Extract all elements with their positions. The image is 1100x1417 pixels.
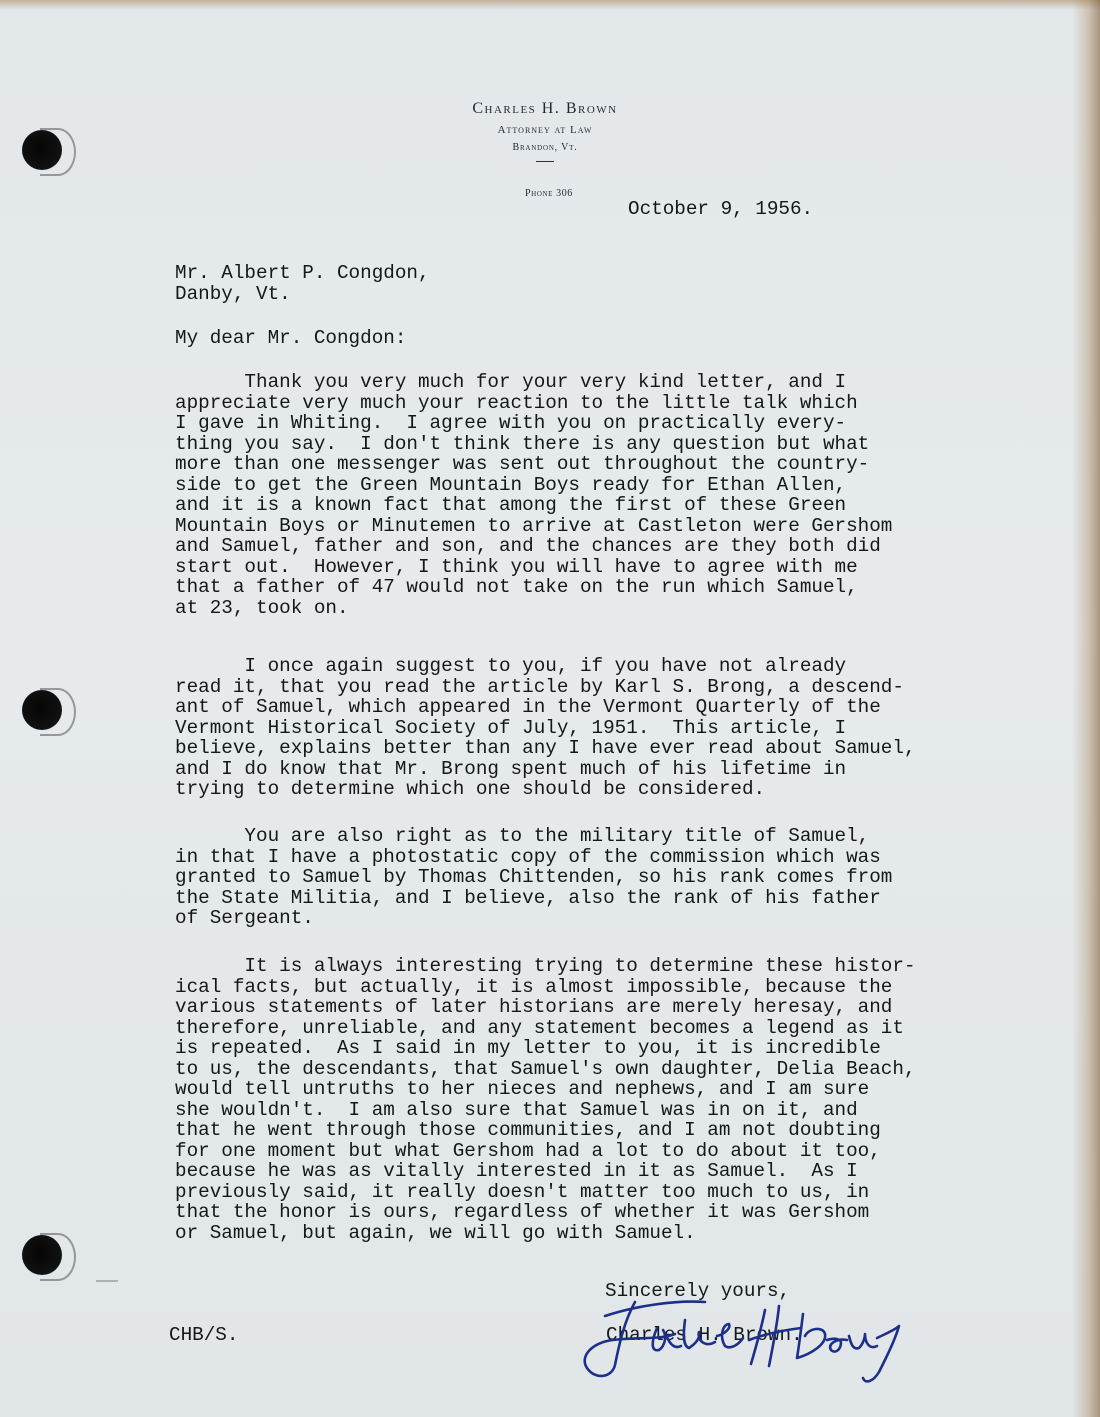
letter-date: October 9, 1956. bbox=[628, 198, 814, 220]
margin-mark bbox=[96, 1280, 118, 1282]
letterhead-town: Brandon, Vt. bbox=[512, 142, 578, 153]
recipient-address bbox=[175, 263, 430, 304]
letterhead-phone: Phone 306 bbox=[525, 188, 573, 199]
punch-hole-top-rim bbox=[40, 128, 76, 176]
paragraph-2: I once again suggest to you, if you have not already read it, that you read the article by Karl S. Brong, a descend- ant of Samuel, which appeared in the Vermont Quarterly of the Vermont Historical Society of July, 1951. This article, I believe, explains better than any I have ever read about Samuel, and I do know that Mr. Brong spent much of his lifetime in trying to determine which one should be considered. bbox=[175, 655, 916, 800]
letterhead-rule bbox=[536, 161, 554, 162]
recipient-location: Danby, Vt. bbox=[175, 282, 291, 305]
salutation: My dear Mr. Congdon: bbox=[175, 327, 407, 349]
handwritten-signature bbox=[565, 1280, 925, 1390]
paragraph-1: Thank you very much for your very kind letter, and I appreciate very much your reaction to the little talk which I gave in Whiting. I agree with you on practically every- thing you say. I don't think there is any question but what more than one messenger was sent out throughout the country- side to get the Green Mountain Boys ready for Ethan Allen, and it is a known fact that among the first of these Green Mountain Boys or Minutemen to arrive at Castleton were Gershom and Samuel, father and son, and the chances are they both did start out. However, I think you will have to agree with me that a father of 47 would not take on the run which Samuel, at 23, took on. bbox=[175, 371, 893, 619]
closing: Sincerely yours, bbox=[605, 1280, 791, 1302]
typed-name: Charles H. Brown. bbox=[606, 1324, 803, 1346]
letterhead bbox=[400, 100, 690, 162]
punch-hole-bottom-rim bbox=[40, 1233, 76, 1281]
typist-initials: CHB/S. bbox=[169, 1324, 239, 1346]
recipient-name: Mr. Albert P. Congdon, bbox=[175, 262, 430, 284]
punch-hole-middle-rim bbox=[40, 688, 76, 736]
paper-edge-right bbox=[1072, 0, 1100, 1417]
paper-edge-top bbox=[0, 0, 1100, 10]
letterhead-title: Attorney at Law bbox=[497, 124, 593, 136]
paragraph-4: It is always interesting trying to determine these histor- ical facts, but actually, it is almost impossible, because the various statements of later historians are merely heresay, and therefore, unreliable, and any statement becomes a legend as it is repeated. As I said in my letter to you, it is incredible to us, the descendants, that Samuel's own daughter, Delia Beach, would tell untruths to her nieces and nephews, and I am sure she wouldn't. I am also sure that Samuel was in on it, and that he went through those communities, and I am not doubting for one moment but what Gershom had a lot to do about it too, because he was as vitally interested in it as Samuel. As I previously said, it really doesn't matter too much to us, in that the honor is ours, regardless of whether it was Gershom or Samuel, but again, we will go with Samuel. bbox=[175, 955, 916, 1244]
paragraph-3: You are also right as to the military title of Samuel, in that I have a photostatic copy of the commission which was granted to Samuel by Thomas Chittenden, so his rank comes from the State Militia, and I believe, also the rank of his father of Sergeant. bbox=[175, 825, 893, 929]
letterhead-name: Charles H. Brown bbox=[472, 100, 618, 117]
